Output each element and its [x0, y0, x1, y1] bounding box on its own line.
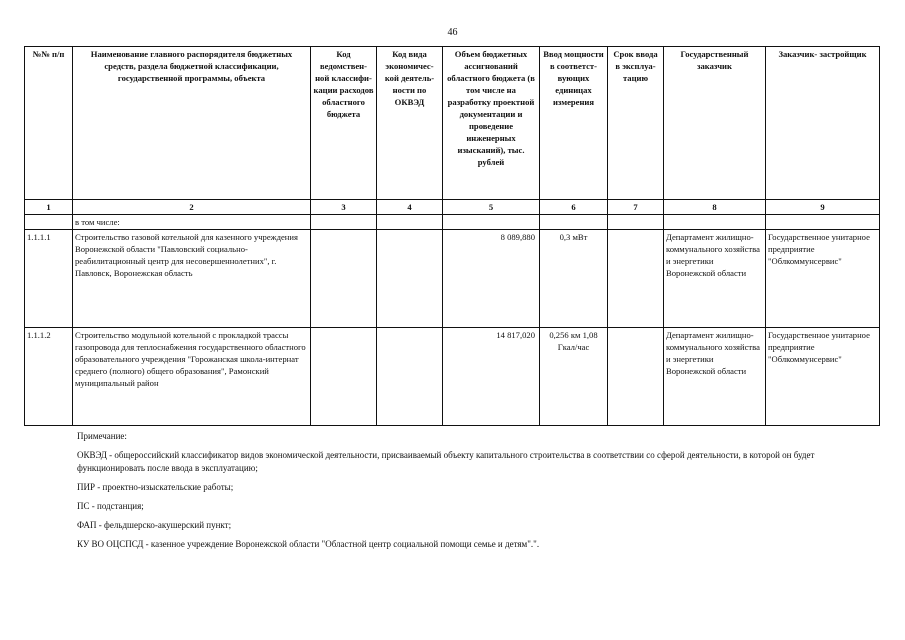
row-okved — [377, 230, 443, 328]
header-cell-developer: Заказчик- застройщик — [766, 47, 880, 200]
header-cell-term: Срок ввода в эксплуа- тацию — [608, 47, 664, 200]
column-number: 4 — [377, 200, 443, 215]
row-term — [608, 328, 664, 426]
row-object-name: Строительство газовой котельной для казенного учреждения Воронежской области "Павловский социально-реабилитационный центр для несовершеннолетних", г. Павловск, Воронежская область — [73, 230, 311, 328]
subheader-row — [25, 215, 880, 230]
row-okved — [377, 328, 443, 426]
empty-cell — [608, 215, 664, 230]
column-number: 8 — [664, 200, 766, 215]
header-cell-number: №№ п/п — [25, 47, 73, 200]
column-number: 1 — [25, 200, 73, 215]
subheader-text: в том числе: — [73, 215, 311, 230]
row-customer: Департамент жилищно-коммунального хозяйства и энергетики Воронежской области — [664, 328, 766, 426]
note-item: КУ ВО ОЦСПСД - казенное учреждение Воронежской области "Областной центр социальной помощи семье и детям".". — [77, 539, 540, 549]
row-capacity: 0,3 мВт — [540, 230, 608, 328]
empty-cell — [664, 215, 766, 230]
row-capacity: 0,256 км 1,08 Гкал/час — [540, 328, 608, 426]
header-cell-capacity: Ввод мощности в соответст- вующих единицах измерения — [540, 47, 608, 200]
empty-cell — [540, 215, 608, 230]
row-developer: Государственное унитарное предприятие "Облкоммунсервис" — [766, 328, 880, 426]
notes-title: Примечание: — [77, 431, 127, 441]
header-cell-customer: Государственный заказчик — [664, 47, 766, 200]
row-term — [608, 230, 664, 328]
row-number: 1.1.1.2 — [25, 328, 73, 426]
table-row — [25, 328, 880, 426]
table-row — [25, 230, 880, 328]
table-header-row — [25, 47, 880, 200]
row-object-name: Строительство модульной котельной с прокладкой трассы газопровода для теплоснабжения государственного областного образовательного учреждения "Горожанская школа-интернат среднего (полного) общего образования", Рамонский муниципальный район — [73, 328, 311, 426]
construction-objects-table — [24, 46, 880, 426]
page-number: 46 — [447, 27, 458, 38]
header-cell-name: Наименование главного распорядителя бюджетных средств, раздела бюджетной классификации, государственной программы, объекта — [73, 47, 311, 200]
empty-cell — [766, 215, 880, 230]
empty-cell — [377, 215, 443, 230]
row-number: 1.1.1.1 — [25, 230, 73, 328]
empty-cell — [311, 215, 377, 230]
column-number-row — [25, 200, 880, 215]
column-number: 7 — [608, 200, 664, 215]
row-class-code — [311, 328, 377, 426]
row-amount: 8 089,880 — [443, 230, 540, 328]
row-developer: Государственное унитарное предприятие "Облкоммунсервис" — [766, 230, 880, 328]
header-cell-class-code: Код ведомствен- ной классифи- кации расходов областного бюджета — [311, 47, 377, 200]
column-number: 6 — [540, 200, 608, 215]
header-cell-amount: Объем бюджетных ассигнований областного бюджета (в том числе на разработку проектной документации и проведение инженерных изысканий), тыс. рублей — [443, 47, 540, 200]
row-customer: Департамент жилищно-коммунального хозяйства и энергетики Воронежской области — [664, 230, 766, 328]
column-number: 2 — [73, 200, 311, 215]
note-item: ФАП - фельдшерско-акушерский пункт; — [77, 520, 232, 530]
column-number: 9 — [766, 200, 880, 215]
note-item: ПС - подстанция; — [77, 501, 144, 511]
header-cell-okved: Код вида экономичес- кой деятель- ности по ОКВЭД — [377, 47, 443, 200]
column-number: 3 — [311, 200, 377, 215]
empty-cell — [443, 215, 540, 230]
note-item: ПИР - проектно-изыскательские работы; — [77, 482, 234, 492]
empty-cell — [25, 215, 73, 230]
row-amount: 14 817,020 — [443, 328, 540, 426]
column-number: 5 — [443, 200, 540, 215]
note-item: ОКВЭД - общероссийский классификатор видов экономической деятельности, присваиваемый объекту капитального строительства в соответствии со сферой деятельности, в которой он будет функционировать после ввода в эксплуатацию; — [77, 450, 815, 473]
row-class-code — [311, 230, 377, 328]
notes-section — [77, 430, 857, 557]
